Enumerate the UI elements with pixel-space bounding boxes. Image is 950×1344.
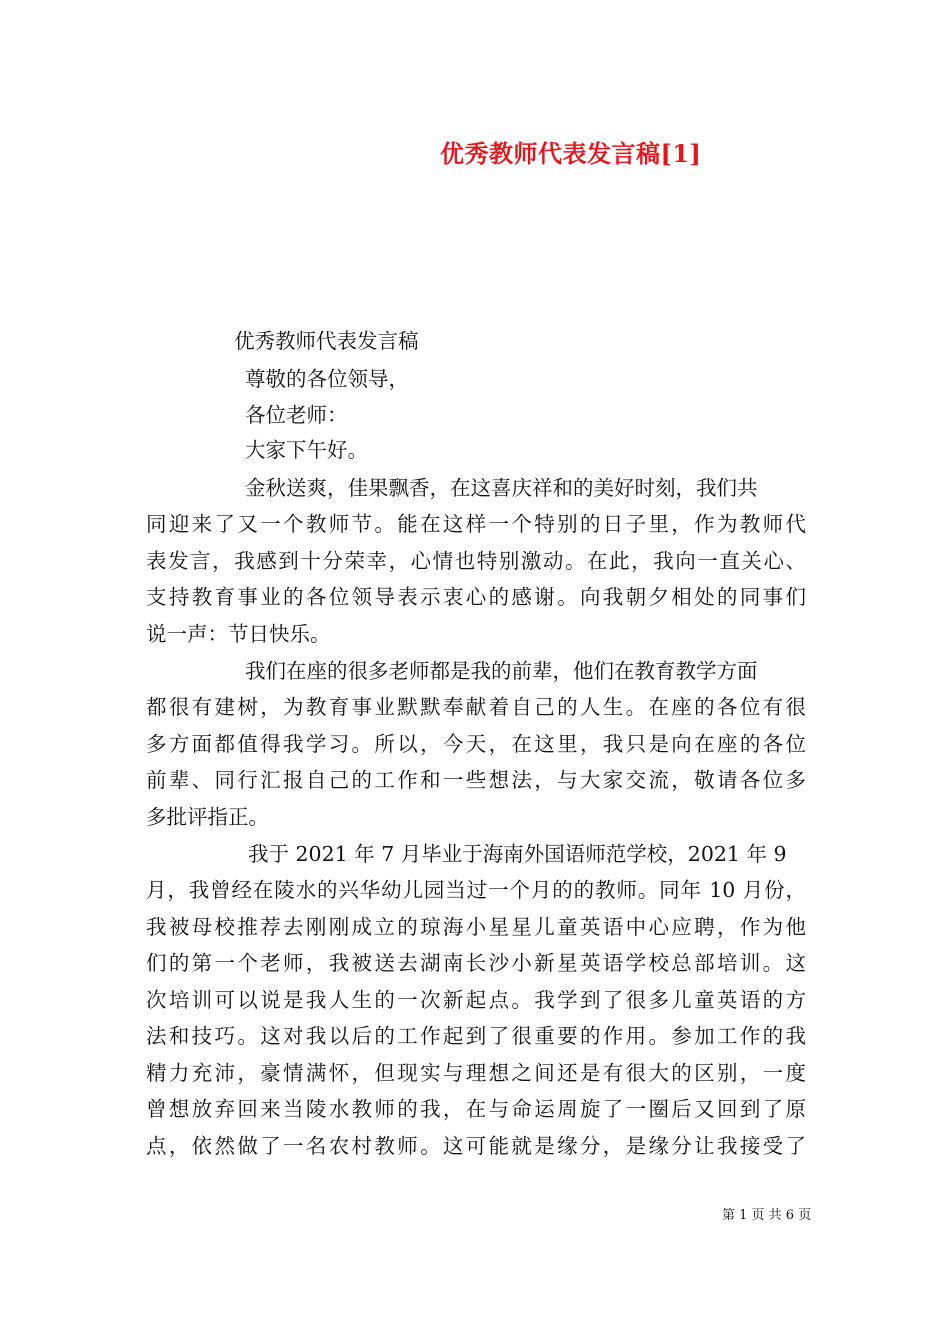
paragraph-1-line: 支持教育事业的各位领导表示衷心的感谢。向我朝夕相处的同事们	[146, 585, 806, 609]
paragraph-3-line: 月，我曾经在陵水的兴华幼儿园当过一个月的的教师。同年 10 月份，	[146, 878, 806, 902]
paragraph-1-line: 金秋送爽，佳果飘香，在这喜庆祥和的美好时刻，我们共	[245, 476, 758, 500]
document-heading: 优秀教师代表发言稿	[234, 329, 419, 353]
paragraph-1-line: 表发言，我感到十分荣幸，心情也特别激动。在此，我向一直关心、	[146, 549, 806, 573]
paragraph-2-line: 多方面都值得我学习。所以，今天，在这里，我只是向在座的各位	[146, 732, 806, 756]
document-title: 优秀教师代表发言稿[1]	[440, 139, 702, 168]
greeting: 大家下午好。	[245, 438, 368, 462]
paragraph-3-line: 们的第一个老师，我被送去湖南长沙小新星英语学校总部培训。这	[146, 951, 806, 975]
paragraph-2-line: 前辈、同行汇报自己的工作和一些想法，与大家交流，敬请各位多	[146, 768, 806, 792]
paragraph-3-line: 法和技巧。这对我以后的工作起到了很重要的作用。参加工作的我	[146, 1024, 806, 1048]
salutation-teachers: 各位老师：	[245, 403, 348, 427]
paragraph-3-line: 点，依然做了一名农村教师。这可能就是缘分，是缘分让我接受了	[146, 1134, 806, 1158]
paragraph-3-line: 次培训可以说是我人生的一次新起点。我学到了很多儿童英语的方	[146, 988, 806, 1012]
paragraph-2-line: 多批评指正。	[146, 805, 269, 829]
paragraph-1-line: 说一声：节日快乐。	[146, 622, 331, 646]
paragraph-3-line: 我于 2021 年 7 月毕业于海南外国语师范学校，2021 年 9	[248, 842, 787, 866]
salutation-leaders: 尊敬的各位领导，	[245, 367, 409, 391]
paragraph-2-line: 都很有建树，为教育事业默默奉献着自己的人生。在座的各位有很	[146, 695, 806, 719]
paragraph-3-line: 精力充沛，豪情满怀，但现实与理想之间还是有很大的区别，一度	[146, 1061, 806, 1085]
paragraph-2-line: 我们在座的很多老师都是我的前辈，他们在教育教学方面	[245, 659, 758, 683]
paragraph-1-line: 同迎来了又一个教师节。能在这样一个特别的日子里，作为教师代	[146, 512, 806, 536]
paragraph-3-line: 我被母校推荐去刚刚成立的琼海小星星儿童英语中心应聘，作为他	[146, 915, 806, 939]
paragraph-3-line: 曾想放弃回来当陵水教师的我，在与命运周旋了一圈后又回到了原	[146, 1097, 806, 1121]
page-number: 第 1 页 共 6 页	[722, 1208, 812, 1223]
